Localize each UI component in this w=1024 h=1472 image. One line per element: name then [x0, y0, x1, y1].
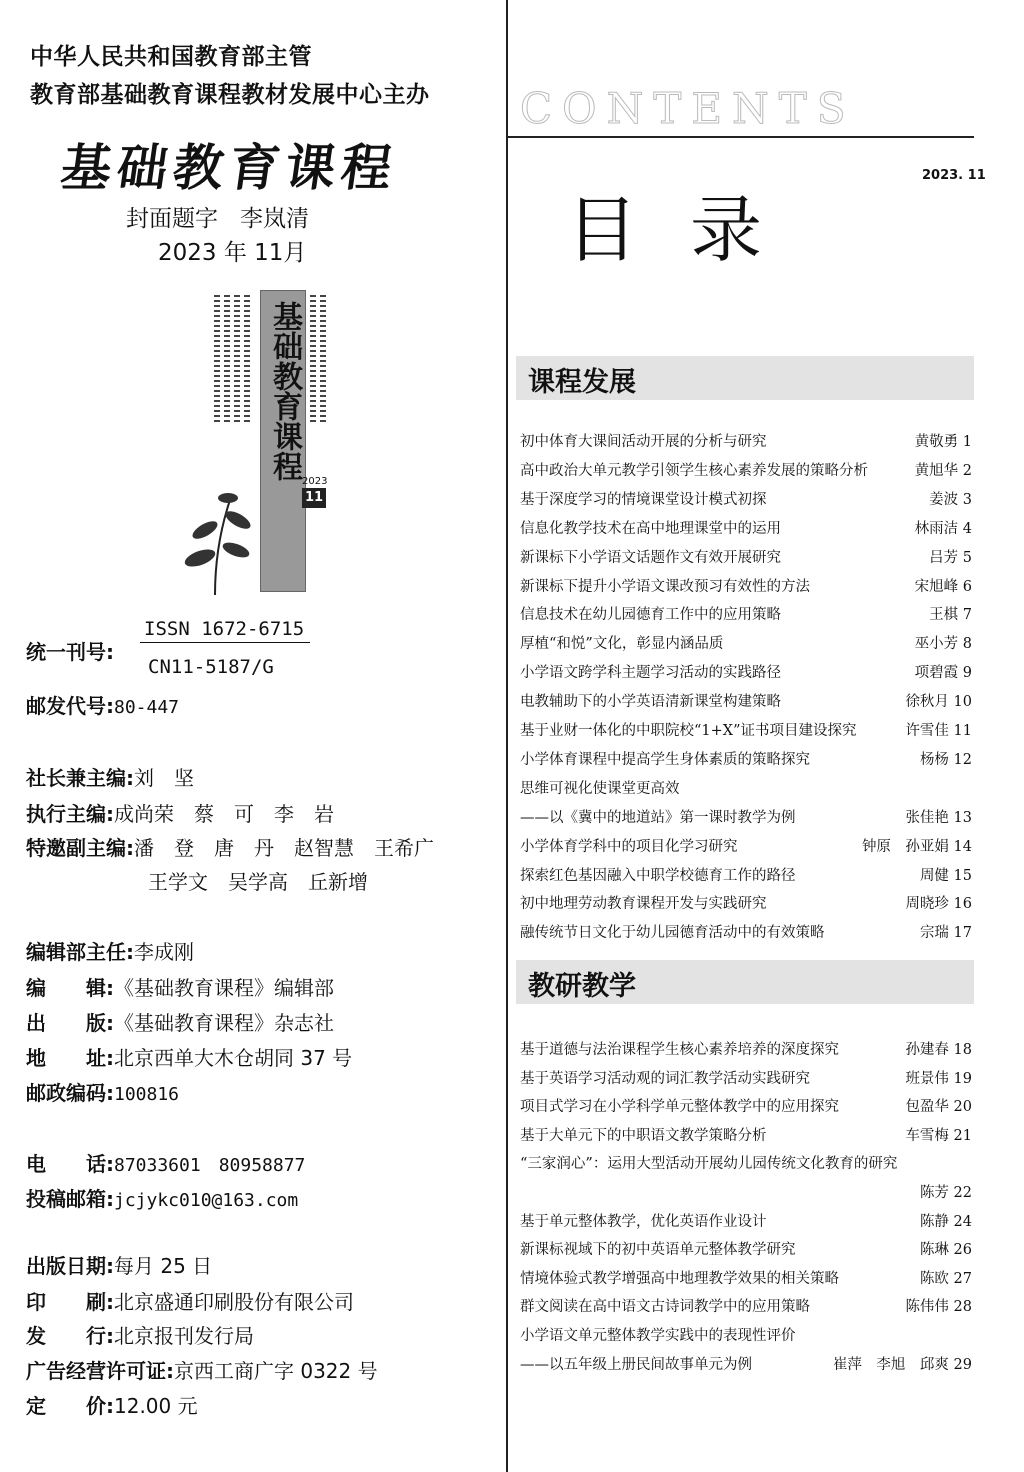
- contents-watermark: CONTENTS: [520, 84, 856, 133]
- toc-title: “三家润心”：运用大型活动开展幼儿园传统文化教育的研究: [520, 1156, 898, 1173]
- toc-author-page: 巫小芳 8: [914, 636, 972, 653]
- toc-title: 初中地理劳动教育课程开发与实践研究: [520, 896, 767, 913]
- contents-rule: [508, 136, 974, 138]
- toc-entry: [520, 603, 972, 627]
- toc-title: ——以五年级上册民间故事单元为例: [520, 1356, 752, 1373]
- toc-author-page: 陈伟伟 28: [905, 1299, 972, 1316]
- section-header-teaching: 教研教学: [516, 960, 974, 1004]
- printer-row: 印 刷:北京盛通印刷股份有限公司: [26, 1290, 354, 1314]
- toc-title: 小学语文单元整体教学实践中的表现性评价: [520, 1328, 796, 1344]
- toc-entry: [520, 517, 972, 541]
- toc-title: 融传统节日文化于幼儿园德育活动中的有效策略: [520, 925, 825, 942]
- toc-entry: [520, 661, 972, 685]
- toc-entry: [520, 719, 972, 743]
- cover-year: 2023: [302, 476, 328, 487]
- toc-title: 探索红色基因融入中职学校德育工作的路径: [520, 867, 796, 884]
- toc-title: 高中政治大单元教学引领学生核心素养发展的策略分析: [520, 462, 868, 479]
- toc-title: 初中体育大课间活动开展的分析与研究: [520, 434, 767, 450]
- toc-title: 新课标下提升小学语文课改预习有效性的方法: [520, 578, 810, 595]
- postal-code-row: 邮发代号:80-447: [26, 694, 180, 718]
- toc-author-page: 陈芳 22: [919, 1185, 972, 1201]
- toc-author-page: 项碧霞 9: [914, 665, 972, 682]
- toc-title: 群文阅读在高中语文古诗词教学中的应用策略: [520, 1299, 810, 1316]
- cover-text-column: [320, 295, 326, 425]
- toc-entry: [520, 546, 972, 570]
- cover-text-column: [244, 295, 250, 425]
- toc-title: 项目式学习在小学科学单元整体教学中的应用探究: [520, 1099, 839, 1116]
- cover-issue-number: 11: [302, 488, 326, 508]
- toc-title: 小学体育学科中的项目化学习研究: [520, 838, 738, 855]
- exec-editor-row: 执行主编:成尚荣 蔡 可 李 岩: [26, 802, 334, 826]
- toc-author-page: 陈欧 27: [919, 1270, 972, 1287]
- toc-entry: [520, 1152, 972, 1176]
- sponsor-line-2: 教育部基础教育课程教材发展中心主办: [30, 82, 430, 108]
- phone-row: 电 话:87033601 80958877: [26, 1152, 306, 1176]
- editor-row: 编 辑:《基础教育课程》编辑部: [26, 976, 334, 1000]
- toc-title: 思维可视化使课堂更高效: [520, 780, 680, 797]
- toc-title: 基于深度学习的情境课堂设计模式初探: [520, 491, 767, 508]
- zip-row: 邮政编码:100816: [26, 1081, 180, 1105]
- toc-author-page: 崔萍 李旭 邱爽 29: [832, 1356, 972, 1373]
- cover-title: 基础教育课程: [267, 301, 302, 481]
- toc-title: 基于单元整体教学，优化英语作业设计: [520, 1213, 767, 1230]
- toc-entry: [520, 632, 972, 656]
- toc-author-page: 包盈华 20: [905, 1099, 972, 1116]
- office-director-row: 编辑部主任:李成刚: [26, 940, 194, 964]
- cover-text-column: [310, 295, 316, 425]
- toc-entry: [520, 459, 972, 483]
- toc-entry: [520, 806, 972, 830]
- toc-entry: [520, 892, 972, 916]
- toc-author-page: 陈静 24: [919, 1213, 972, 1230]
- toc-author-page: 张佳艳 13: [905, 809, 972, 826]
- cover-text-column: [214, 295, 220, 425]
- toc-author-page: 陈琳 26: [919, 1242, 972, 1259]
- toc-entry: [520, 777, 972, 801]
- toc-author-page: 周健 15: [919, 867, 972, 884]
- issue-number: 2023. 11: [922, 168, 986, 183]
- toc-entry: [520, 921, 972, 945]
- toc-author-page: 周晓珍 16: [905, 896, 972, 913]
- president-row: 社长兼主编:刘 坚: [26, 766, 194, 790]
- toc-title: 小学语文跨学科主题学习活动的实践路径: [520, 665, 781, 682]
- toc-title: 基于业财一体化的中职院校“1+X”证书项目建设探究: [520, 723, 857, 739]
- toc-entry: [520, 1295, 972, 1319]
- toc-author-page: 黄旭华 2: [914, 462, 972, 479]
- toc-entry: [520, 748, 972, 772]
- toc-author-page: 吕芳 5: [929, 549, 972, 566]
- cover-text-column: [224, 295, 230, 425]
- toc-author-page: 林雨洁 4: [914, 520, 972, 537]
- toc-title: 小学体育课程中提高学生身体素质的策略探究: [520, 751, 810, 768]
- contents-column: [508, 0, 1024, 1472]
- sponsor-line-1: 中华人民共和国教育部主管: [30, 44, 312, 70]
- toc-entry: [520, 1267, 972, 1291]
- distributor-row: 发 行:北京报刊发行局: [26, 1324, 254, 1348]
- cover-title-bar: [260, 290, 306, 592]
- magazine-title: 基础教育课程: [57, 138, 402, 197]
- toc-entry: [520, 864, 972, 888]
- toc-entry: [520, 690, 972, 714]
- toc-entry: [520, 1324, 972, 1348]
- masthead-column: [0, 0, 505, 1472]
- ad-license-row: 广告经营许可证:京西工商广字 0322 号: [26, 1359, 378, 1383]
- toc-author-page: 姜波 3: [929, 491, 972, 508]
- publisher-row: 出 版:《基础教育课程》杂志社: [26, 1011, 334, 1035]
- inscription-label: 封面题字: [126, 206, 218, 232]
- toc-author-page: 车雪梅 21: [905, 1127, 972, 1144]
- price-row: 定 价:12.00 元: [26, 1394, 198, 1418]
- contents-heading: 目录: [566, 188, 815, 272]
- toc-title: 信息化教学技术在高中地理课堂中的运用: [520, 520, 781, 537]
- section-header-curriculum: 课程发展: [516, 356, 974, 400]
- toc-author-page: 宗瑞 17: [919, 925, 972, 942]
- email-row: 投稿邮箱:jcjykc010@163.com: [26, 1187, 299, 1211]
- toc-entry: [520, 1353, 972, 1377]
- cover-inscription: [126, 200, 309, 233]
- cover-thumbnail: [210, 290, 360, 600]
- toc-entry: [520, 1067, 972, 1091]
- toc-author-page: 许雪佳 11: [905, 723, 972, 739]
- toc-title: 新课标下小学语文话题作文有效开展研究: [520, 549, 781, 566]
- toc-entry: [520, 1210, 972, 1234]
- toc-title: 信息技术在幼儿园德育工作中的应用策略: [520, 607, 781, 624]
- toc-entry: [520, 430, 972, 454]
- inscription-name: 李岚清: [240, 206, 309, 232]
- toc-entry: [520, 1038, 972, 1062]
- toc-title: 基于大单元下的中职语文教学策略分析: [520, 1127, 767, 1144]
- deputy-editor-row: 特邀副主编:潘 登 唐 丹 赵智慧 王希广: [26, 836, 434, 860]
- toc-entry: [520, 1238, 972, 1262]
- toc-author-page: 王棋 7: [929, 607, 972, 624]
- deputy-editor-row-2: 王学文 吴学高 丘新增: [148, 870, 368, 894]
- toc-title: 基于英语学习活动观的词汇教学活动实践研究: [520, 1070, 810, 1087]
- toc-entry: [520, 575, 972, 599]
- cn-number: CN11-5187/G: [148, 656, 274, 678]
- toc-title: 情境体验式教学增强高中地理教学效果的相关策略: [520, 1270, 839, 1287]
- toc-author-page: 杨杨 12: [919, 751, 972, 768]
- toc-entry: [520, 1124, 972, 1148]
- cover-text-column: [234, 295, 240, 425]
- address-row: 地 址:北京西单大木仓胡同 37 号: [26, 1046, 353, 1070]
- unified-number-label: 统一刊号:: [26, 640, 114, 664]
- toc-title: 基于道德与法治课程学生核心素养培养的深度探究: [520, 1042, 839, 1058]
- toc-author-page: 宋旭峰 6: [914, 578, 972, 595]
- toc-title: 新课标视域下的初中英语单元整体教学研究: [520, 1242, 796, 1259]
- toc-author-page: 孙建春 18: [905, 1042, 972, 1058]
- toc-title: ——以《冀中的地道站》第一课时教学为例: [520, 809, 796, 826]
- toc-author-page: 钟原 孙亚娟 14: [861, 838, 972, 855]
- toc-author-page: 班景伟 19: [905, 1070, 972, 1087]
- pubdate-row: 出版日期:每月 25 日: [26, 1254, 213, 1278]
- issn: ISSN 1672-6715: [140, 618, 310, 643]
- issue-date: 2023 年 11月: [158, 240, 307, 266]
- toc-entry: [520, 835, 972, 859]
- toc-entry: [520, 488, 972, 512]
- toc-title: 电教辅助下的小学英语清新课堂构建策略: [520, 694, 781, 711]
- toc-author-page: 徐秋月 10: [905, 694, 972, 711]
- toc-entry: [520, 1095, 972, 1119]
- toc-title: 厚植“和悦”文化，彰显内涵品质: [520, 636, 724, 653]
- toc-author-page: 黄敬勇 1: [914, 434, 972, 450]
- toc-entry: [520, 1181, 972, 1205]
- plant-illustration-icon: [170, 490, 260, 600]
